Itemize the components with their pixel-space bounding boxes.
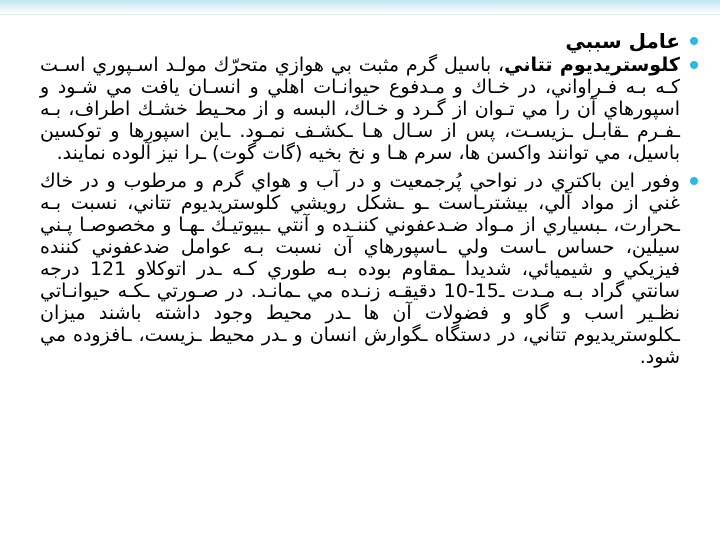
bullet-dot-icon [690, 61, 698, 69]
top-stripe-divider [0, 14, 720, 15]
bullet-dot-icon [690, 177, 698, 185]
paragraph-bullet-item-1 [40, 54, 700, 164]
paragraph-bullet-item-2 [40, 170, 700, 368]
bold-term: كلوستريديوم تتاني [504, 54, 680, 76]
paragraph-2-text: وفور اين باكتري در نواحي پُرجمعيت و در آب و هواي گرم و مرطوب و در خاك غني از مواد آلي، بيشترـاست ـو ـشكل رويشي كلوستريديوم تتاني، نسبت بـه ـحرارت، ـبسياري از مـواد ضـدعفوني كننـده و آنتي ـبيوتيـك ـهـا و مخصوصـا پـني سيلين، حساس ـاست ولي ـاسپورهاي آن نسبت بـه عوامل ضدعفوني كننده فيزيكي و شيميائي، شديدا ـمقاوم بوده بـه طوري كـه ـدر اتوكلاو 121 درجه سانتي گراد بـه مـدت ـ15-10 دقيقـه زنـده مي ـمانـد. در صـورتي ـكـه حيوانـاتي نظـير اسب و گاو و فضولات آن ها ـدر محيط وجود داشته باشند ميزان ـكلوستريديوم تتاني، در دستگاه ـگوارش انسان و ـدر محيط ـزيست، ـافزوده مي شود. [40, 170, 681, 368]
heading-bullet-item [40, 30, 700, 53]
top-decorative-stripe [0, 0, 720, 14]
slide-body [40, 30, 700, 368]
bullet-dot-icon [690, 37, 698, 45]
slide-heading: عامل سببي [565, 29, 680, 53]
paragraph-1-text: ، باسيل گرم مثبت بي هوازي متحرّك مولـد اسـپوري اسـت كـه بـه فـراواني، در خـاك و مـدفوع حيوانـات اهلي و انسـان يافت مي شـود و اسپورهاي آن را مي تـوان از گـرد و خـاك، البسه و از محـيط خشـك اطراف، بـه ـفـرم ـقابـل ـزيسـت، پس از سـال هـا ـكشـف نمـود. ـاين اسپورها و توكسين باسيل، مي توانند واكسن ها، سرم هـا و نخ بخيه (گات گوت) ـرا نيز آلوده نمايند. [40, 54, 680, 164]
